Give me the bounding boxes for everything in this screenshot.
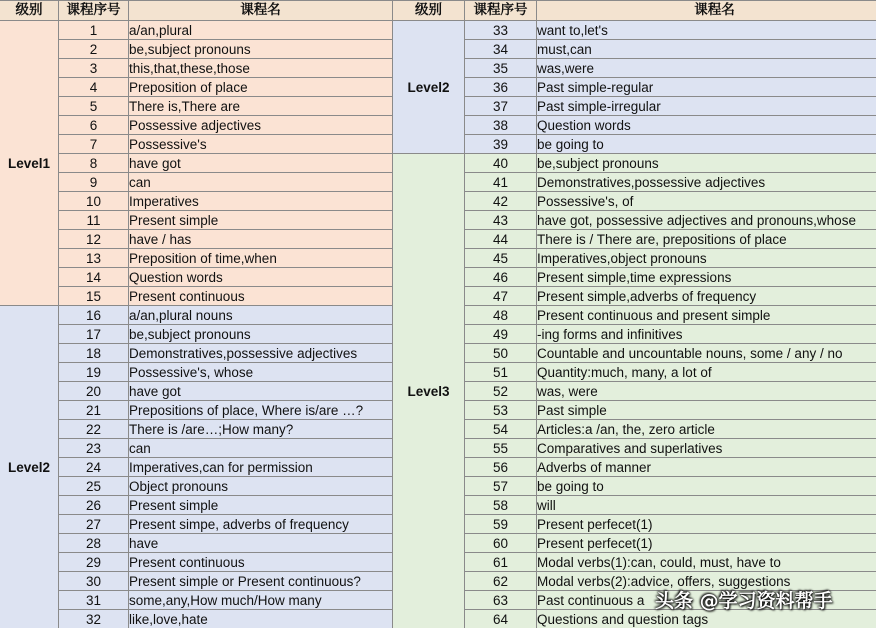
course-number: 28 (59, 534, 129, 553)
left-course-table (0, 0, 393, 628)
course-row (0, 363, 393, 382)
course-row (0, 553, 393, 572)
course-number: 27 (59, 515, 129, 534)
course-number: 29 (59, 553, 129, 572)
course-number: 9 (59, 173, 129, 192)
course-number: 20 (59, 382, 129, 401)
course-row (393, 78, 876, 97)
course-number: 37 (465, 97, 537, 116)
course-name: There is,There are (129, 97, 393, 116)
course-number: 4 (59, 78, 129, 97)
course-number: 22 (59, 420, 129, 439)
course-name: Past simple (537, 401, 876, 420)
course-name: Past simple-irregular (537, 97, 876, 116)
course-number: 51 (465, 363, 537, 382)
course-name: Preposition of time,when (129, 249, 393, 268)
course-name: Modal verbs(2):advice, offers, suggestions (537, 572, 876, 591)
course-name: have (129, 534, 393, 553)
header-row (0, 1, 393, 21)
level-label: Level2 (0, 306, 59, 628)
course-row (0, 154, 393, 173)
course-row (393, 230, 876, 249)
course-row (393, 287, 876, 306)
course-row (393, 135, 876, 154)
course-number: 40 (465, 154, 537, 173)
course-number: 57 (465, 477, 537, 496)
course-number: 30 (59, 572, 129, 591)
course-row (393, 192, 876, 211)
course-name: Present simple (129, 211, 393, 230)
course-row (393, 249, 876, 268)
course-name: this,that,these,those (129, 59, 393, 78)
course-row (393, 59, 876, 78)
course-name: Question words (537, 116, 876, 135)
course-row (0, 230, 393, 249)
course-number: 42 (465, 192, 537, 211)
course-name: Present simple,adverbs of frequency (537, 287, 876, 306)
course-name: Demonstratives,possessive adjectives (129, 344, 393, 363)
course-number: 24 (59, 458, 129, 477)
course-number: 5 (59, 97, 129, 116)
course-number: 13 (59, 249, 129, 268)
course-number: 10 (59, 192, 129, 211)
course-name: Imperatives (129, 192, 393, 211)
course-number: 47 (465, 287, 537, 306)
course-row (393, 439, 876, 458)
course-number: 25 (59, 477, 129, 496)
course-name: Demonstratives,possessive adjectives (537, 173, 876, 192)
course-name: -ing forms and infinitives (537, 325, 876, 344)
course-number: 58 (465, 496, 537, 515)
course-number: 23 (59, 439, 129, 458)
course-number: 43 (465, 211, 537, 230)
course-name: Countable and uncountable nouns, some / any / no (537, 344, 876, 363)
course-row (393, 306, 876, 325)
course-row (393, 401, 876, 420)
course-number: 52 (465, 382, 537, 401)
course-name: have got (129, 382, 393, 401)
course-number: 54 (465, 420, 537, 439)
course-row (0, 173, 393, 192)
course-number: 3 (59, 59, 129, 78)
course-row (0, 439, 393, 458)
course-row (0, 401, 393, 420)
right-course-table (392, 0, 876, 628)
level-label: Level1 (0, 21, 59, 306)
course-row (0, 116, 393, 135)
course-row (0, 591, 393, 610)
course-name: a/an,plural (129, 21, 393, 40)
course-number: 50 (465, 344, 537, 363)
course-name: Object pronouns (129, 477, 393, 496)
level-label: Level2 (393, 21, 465, 154)
course-name: Articles:a /an, the, zero article (537, 420, 876, 439)
course-row (393, 97, 876, 116)
course-number: 19 (59, 363, 129, 382)
course-number: 26 (59, 496, 129, 515)
course-name: Possessive adjectives (129, 116, 393, 135)
course-name: like,love,hate (129, 610, 393, 628)
course-number: 11 (59, 211, 129, 230)
watermark: 头条 @学习资料帮手 (655, 590, 833, 612)
course-name: Present simple (129, 496, 393, 515)
course-name: have got, possessive adjectives and pronouns,whose (537, 211, 876, 230)
course-number: 53 (465, 401, 537, 420)
course-number: 33 (465, 21, 537, 40)
course-row (0, 192, 393, 211)
course-name: Present continuous (129, 553, 393, 572)
course-number: 1 (59, 21, 129, 40)
course-number: 55 (465, 439, 537, 458)
course-name: must,can (537, 40, 876, 59)
course-name: Present simple,time expressions (537, 268, 876, 287)
header-row (393, 1, 876, 21)
course-row (0, 306, 393, 325)
course-row (0, 344, 393, 363)
course-row (0, 572, 393, 591)
level-header: 级别 (393, 1, 465, 21)
course-row (0, 59, 393, 78)
course-name: have / has (129, 230, 393, 249)
course-number: 39 (465, 135, 537, 154)
course-name: Question words (129, 268, 393, 287)
course-name: Imperatives,can for permission (129, 458, 393, 477)
course-name: have got (129, 154, 393, 173)
course-name: Quantity:much, many, a lot of (537, 363, 876, 382)
course-name: Past simple-regular (537, 78, 876, 97)
course-number: 59 (465, 515, 537, 534)
name-header: 课程名 (537, 1, 876, 21)
course-name: Present continuous and present simple (537, 306, 876, 325)
course-name: be,subject pronouns (537, 154, 876, 173)
course-number: 18 (59, 344, 129, 363)
course-number: 36 (465, 78, 537, 97)
course-row (393, 211, 876, 230)
course-name: Present continuous (129, 287, 393, 306)
course-name: Adverbs of manner (537, 458, 876, 477)
course-row (0, 325, 393, 344)
course-name: Possessive's, of (537, 192, 876, 211)
course-number: 16 (59, 306, 129, 325)
course-number: 2 (59, 40, 129, 59)
course-name: can (129, 173, 393, 192)
course-row (393, 496, 876, 515)
course-row (393, 382, 876, 401)
course-row (0, 268, 393, 287)
course-row (0, 458, 393, 477)
course-row (0, 496, 393, 515)
course-row (0, 515, 393, 534)
course-name: Present simple or Present continuous? (129, 572, 393, 591)
course-name: There is / There are, prepositions of place (537, 230, 876, 249)
course-number: 56 (465, 458, 537, 477)
course-row (393, 40, 876, 59)
course-name: be,subject pronouns (129, 40, 393, 59)
course-row (0, 534, 393, 553)
course-number: 61 (465, 553, 537, 572)
course-row (393, 515, 876, 534)
course-row (393, 477, 876, 496)
course-name: was, were (537, 382, 876, 401)
course-name: Present simpe, adverbs of frequency (129, 515, 393, 534)
course-row (0, 78, 393, 97)
course-number: 35 (465, 59, 537, 78)
course-row (393, 116, 876, 135)
course-name: be going to (537, 135, 876, 154)
course-name: There is /are…;How many? (129, 420, 393, 439)
course-row (0, 97, 393, 116)
course-number: 15 (59, 287, 129, 306)
course-number: 62 (465, 572, 537, 591)
course-name: was,were (537, 59, 876, 78)
course-number: 41 (465, 173, 537, 192)
course-name: Prepositions of place, Where is/are …? (129, 401, 393, 420)
course-row (0, 610, 393, 628)
course-name: some,any,How much/How many (129, 591, 393, 610)
name-header: 课程名 (129, 1, 393, 21)
course-number: 45 (465, 249, 537, 268)
course-row (0, 287, 393, 306)
course-number: 44 (465, 230, 537, 249)
course-number: 49 (465, 325, 537, 344)
course-name: Present perfecet(1) (537, 534, 876, 553)
course-number: 31 (59, 591, 129, 610)
level-label: Level3 (393, 154, 465, 628)
course-number: 21 (59, 401, 129, 420)
course-name: Imperatives,object pronouns (537, 249, 876, 268)
course-name: Modal verbs(1):can, could, must, have to (537, 553, 876, 572)
course-number: 7 (59, 135, 129, 154)
course-number: 6 (59, 116, 129, 135)
course-number: 46 (465, 268, 537, 287)
course-name: be going to (537, 477, 876, 496)
course-name: Preposition of place (129, 78, 393, 97)
course-row (393, 344, 876, 363)
course-row (393, 420, 876, 439)
course-row (393, 458, 876, 477)
level-header: 级别 (0, 1, 59, 21)
seq-header: 课程序号 (59, 1, 129, 21)
course-number: 34 (465, 40, 537, 59)
course-number: 64 (465, 610, 537, 628)
course-row (393, 534, 876, 553)
course-number: 8 (59, 154, 129, 173)
course-number: 17 (59, 325, 129, 344)
course-row (0, 40, 393, 59)
course-number: 63 (465, 591, 537, 610)
seq-header: 课程序号 (465, 1, 537, 21)
course-row (393, 553, 876, 572)
course-number: 14 (59, 268, 129, 287)
course-name: Questions and question tags (537, 610, 876, 628)
course-name: a/an,plural nouns (129, 306, 393, 325)
course-name: Possessive's, whose (129, 363, 393, 382)
course-name: Present perfecet(1) (537, 515, 876, 534)
course-row (393, 268, 876, 287)
course-number: 48 (465, 306, 537, 325)
course-row (393, 325, 876, 344)
course-number: 12 (59, 230, 129, 249)
course-row (0, 420, 393, 439)
course-row (393, 363, 876, 382)
course-number: 38 (465, 116, 537, 135)
course-name: Possessive's (129, 135, 393, 154)
course-name: will (537, 496, 876, 515)
course-name: want to,let's (537, 21, 876, 40)
course-row (0, 211, 393, 230)
course-row (393, 173, 876, 192)
course-row (393, 21, 876, 40)
course-name: can (129, 439, 393, 458)
course-row (393, 154, 876, 173)
course-row (0, 382, 393, 401)
course-name: Past continuous a (537, 591, 876, 610)
course-number: 60 (465, 534, 537, 553)
course-row (0, 135, 393, 154)
course-row (0, 21, 393, 40)
course-number: 32 (59, 610, 129, 628)
course-name: Comparatives and superlatives (537, 439, 876, 458)
course-row (0, 249, 393, 268)
course-row (0, 477, 393, 496)
course-name: be,subject pronouns (129, 325, 393, 344)
